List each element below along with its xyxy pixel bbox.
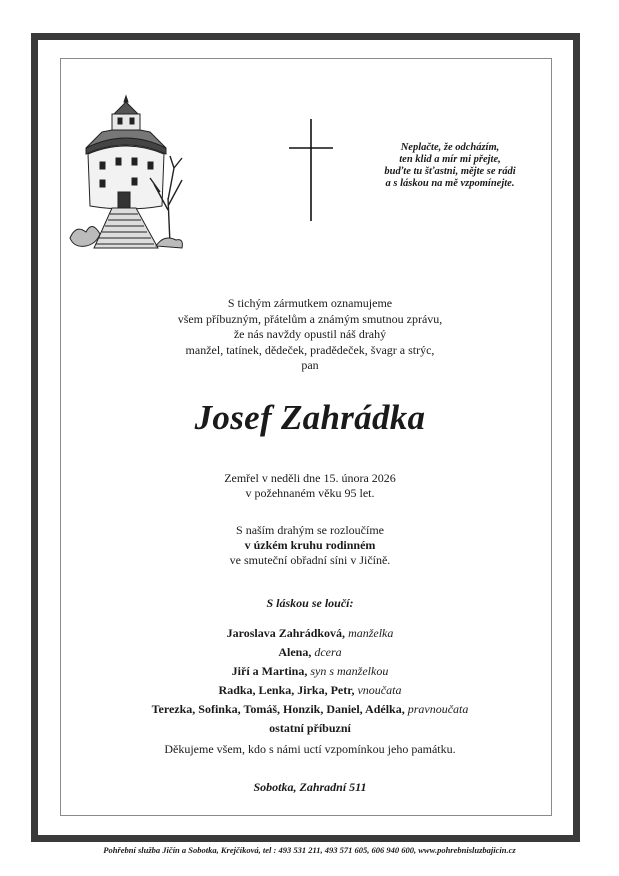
mourner-row — [60, 700, 560, 719]
poem-line: Neplačte, že odcházím, — [400, 142, 500, 153]
mourner-names: Terezka, Sofinka, Tomáš, Honzik, Daniel, Adélka, — [151, 702, 405, 716]
poem-line: buďte tu šťastni, mějte se rádi — [384, 166, 516, 177]
mourner-names: Radka, Lenka, Jirka, Petr, — [218, 683, 355, 697]
castle-tower-drawing-icon — [66, 88, 186, 258]
mourner-names: Alena, — [278, 645, 312, 659]
announcement-line: pan — [301, 358, 319, 372]
mourner-relation: dcera — [314, 645, 342, 659]
funeral-line: S naším drahým se rozloučíme — [236, 523, 384, 537]
mourner-row — [60, 643, 560, 662]
announcement-line: manžel, tatínek, dědeček, pradědeček, švagr a strýc, — [185, 342, 435, 357]
announcement-line: všem příbuzným, přátelům a známým smutnou zprávu, — [177, 311, 443, 326]
announcement — [60, 296, 560, 374]
announcement-line: že nás navždy opustil náš drahý — [233, 327, 387, 341]
funeral-service-footer: Pohřební služba Jičín a Sobotka, Krejčíková, tel : 493 531 211, 493 571 605, 606 940 600, www.pohrebnisluzbajicin.cz — [103, 845, 516, 855]
death-notice — [60, 471, 560, 501]
death-line: v požehnaném věku 95 let. — [245, 486, 375, 500]
mourner-row — [60, 662, 560, 681]
mourners-list — [60, 624, 560, 738]
funeral-line-bold: v úzkém kruhu rodinném — [244, 538, 376, 552]
mourner-relation: manželka — [348, 626, 394, 640]
deceased-name: Josef Zahrádka — [194, 398, 426, 437]
funeral-line: ve smuteční obřadní síni v Jičíně. — [229, 553, 391, 567]
mourner-names: Jiří a Martina, — [231, 664, 308, 678]
funeral-info — [60, 523, 560, 568]
mourner-names: ostatní příbuzní — [269, 721, 351, 735]
announcement-line: S tichým zármutkem oznamujeme — [227, 296, 393, 310]
death-line: Zemřel v neděli dne 15. února 2026 — [224, 471, 396, 485]
cross-icon — [289, 119, 333, 221]
mourner-relation: pravnoučata — [407, 702, 469, 716]
address: Sobotka, Zahradní 511 — [253, 780, 367, 794]
mourner-names: Jaroslava Zahrádková, — [226, 626, 346, 640]
mourner-relation: vnoučata — [357, 683, 402, 697]
mourner-row — [60, 624, 560, 643]
thanks-line: Děkujeme všem, kdo s námi uctí vzpomínkou jeho památku. — [164, 742, 456, 756]
poem — [370, 142, 530, 190]
poem-line: a s láskou na mě vzpomínejte. — [385, 178, 515, 189]
farewell-heading: S láskou se loučí: — [266, 596, 354, 610]
mourner-row — [60, 681, 560, 700]
mourner-row — [60, 719, 560, 738]
poem-line: ten klid a mír mi přejte, — [399, 154, 501, 165]
mourner-relation: syn s manželkou — [310, 664, 389, 678]
